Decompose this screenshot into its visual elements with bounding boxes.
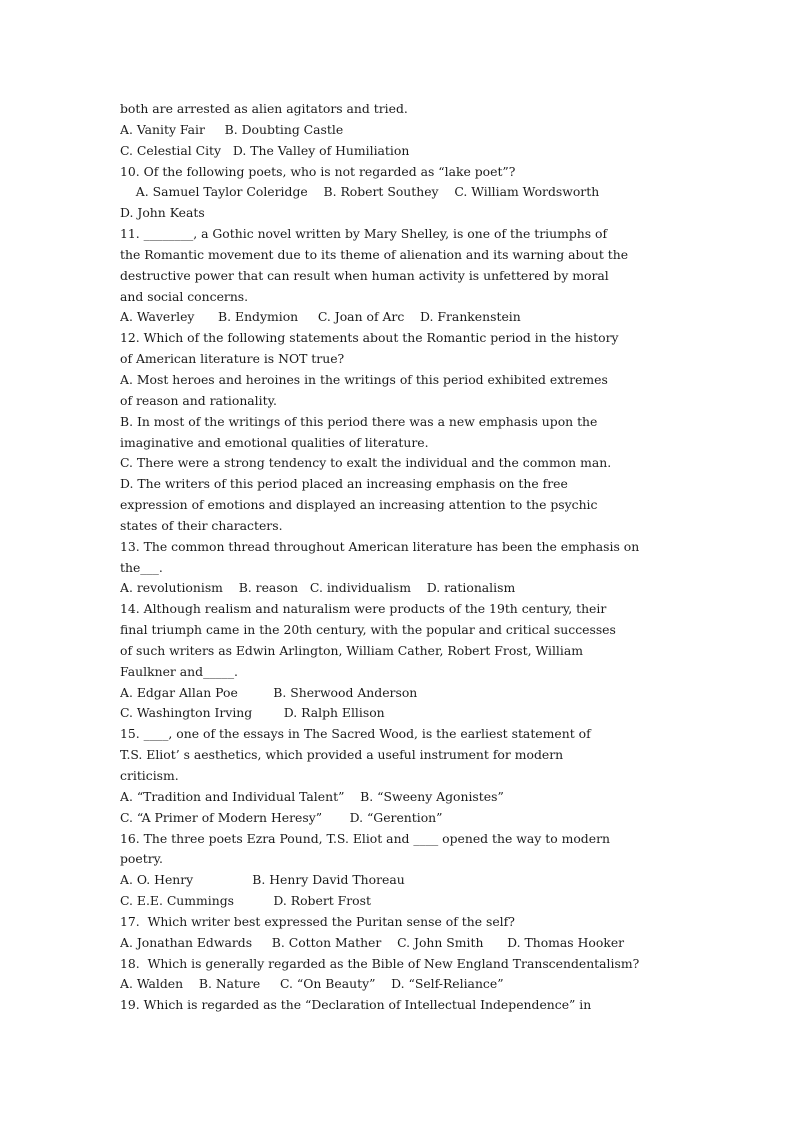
text-line-35: C. “A Primer of Modern Heresy” D. “Gerention” [120, 809, 443, 825]
text-line-29: A. Edgar Allan Poe B. Sherwood Anderson [120, 684, 418, 700]
text-line-12: 12. Which of the following statements about the Romantic period in the history [120, 330, 619, 346]
text-line-13: of American literature is NOT true? [120, 351, 345, 367]
text-line-44: 19. Which is regarded as the “Declaration of Intellectual Independence” in [120, 997, 592, 1013]
text-line-37: poetry. [120, 851, 163, 867]
text-line-41: A. Jonathan Edwards B. Cotton Mather C. John Smith D. Thomas Hooker [120, 934, 625, 950]
text-line-9: destructive power that can result when human activity is unfettered by moral [120, 267, 609, 283]
text-line-39: C. E.E. Cummings D. Robert Frost [120, 893, 371, 909]
text-line-43: A. Walden B. Nature C. “On Beauty” D. “Self-Reliance” [120, 976, 504, 992]
text-line-21: states of their characters. [120, 517, 283, 533]
text-line-1: both are arrested as alien agitators and tried. [120, 101, 408, 116]
text-line-2: A. Vanity Fair B. Doubting Castle [120, 121, 344, 137]
text-line-28: Faulkner and_____. [120, 663, 238, 679]
text-line-7: 11. ________, a Gothic novel written by Mary Shelley, is one of the triumphs of [120, 226, 608, 242]
text-line-5: A. Samuel Taylor Coleridge B. Robert Southey C. William Wordsworth [120, 184, 600, 200]
document-page [120, 99, 680, 1016]
text-line-31: 15. ____, one of the essays in The Sacred Wood, is the earliest statement of [120, 726, 591, 742]
text-line-25: 14. Although realism and naturalism were products of the 19th century, their [120, 601, 607, 617]
text-line-38: A. O. Henry B. Henry David Thoreau [120, 872, 405, 888]
text-line-40: 17. Which writer best expressed the Puritan sense of the self? [120, 913, 515, 929]
text-line-18: C. There were a strong tendency to exalt the individual and the common man. [120, 455, 612, 471]
text-line-3: C. Celestial City D. The Valley of Humiliation [120, 142, 410, 158]
text-line-22: 13. The common thread throughout American literature has been the emphasis on [120, 538, 640, 554]
text-line-34: A. “Tradition and Individual Talent” B. “Sweeny Agonistes” [120, 788, 504, 804]
text-line-23: the___. [120, 559, 163, 575]
text-line-42: 18. Which is generally regarded as the Bible of New England Transcendentalism? [120, 955, 640, 971]
text-line-16: B. In most of the writings of this period there was a new emphasis upon the [120, 413, 598, 429]
text-line-32: T.S. Eliot’ s aesthetics, which provided a useful instrument for modern [120, 747, 564, 763]
text-line-24: A. revolutionism B. reason C. individualism D. rationalism [120, 580, 516, 596]
text-line-17: imaginative and emotional qualities of literature. [120, 434, 429, 450]
text-line-11: A. Waverley B. Endymion C. Joan of Arc D. Frankenstein [120, 309, 521, 325]
text-line-8: the Romantic movement due to its theme of alienation and its warning about the [120, 246, 629, 262]
text-line-36: 16. The three poets Ezra Pound, T.S. Eliot and ____ opened the way to modern [120, 830, 610, 846]
text-line-6: D. John Keats [120, 205, 205, 221]
text-line-19: D. The writers of this period placed an increasing emphasis on the free [120, 476, 568, 492]
text-line-30: C. Washington Irving D. Ralph Ellison [120, 705, 385, 721]
text-line-27: of such writers as Edwin Arlington, William Cather, Robert Frost, William [120, 642, 583, 658]
text-line-26: final triumph came in the 20th century, with the popular and critical successes [120, 622, 616, 638]
text-line-4: 10. Of the following poets, who is not regarded as “lake poet”? [120, 163, 516, 179]
text-line-14: A. Most heroes and heroines in the writings of this period exhibited extremes [120, 371, 608, 387]
text-line-33: criticism. [120, 768, 179, 783]
text-line-10: and social concerns. [120, 288, 249, 304]
text-line-20: expression of emotions and displayed an increasing attention to the psychic [120, 497, 598, 513]
text-line-15: of reason and rationality. [120, 392, 277, 408]
